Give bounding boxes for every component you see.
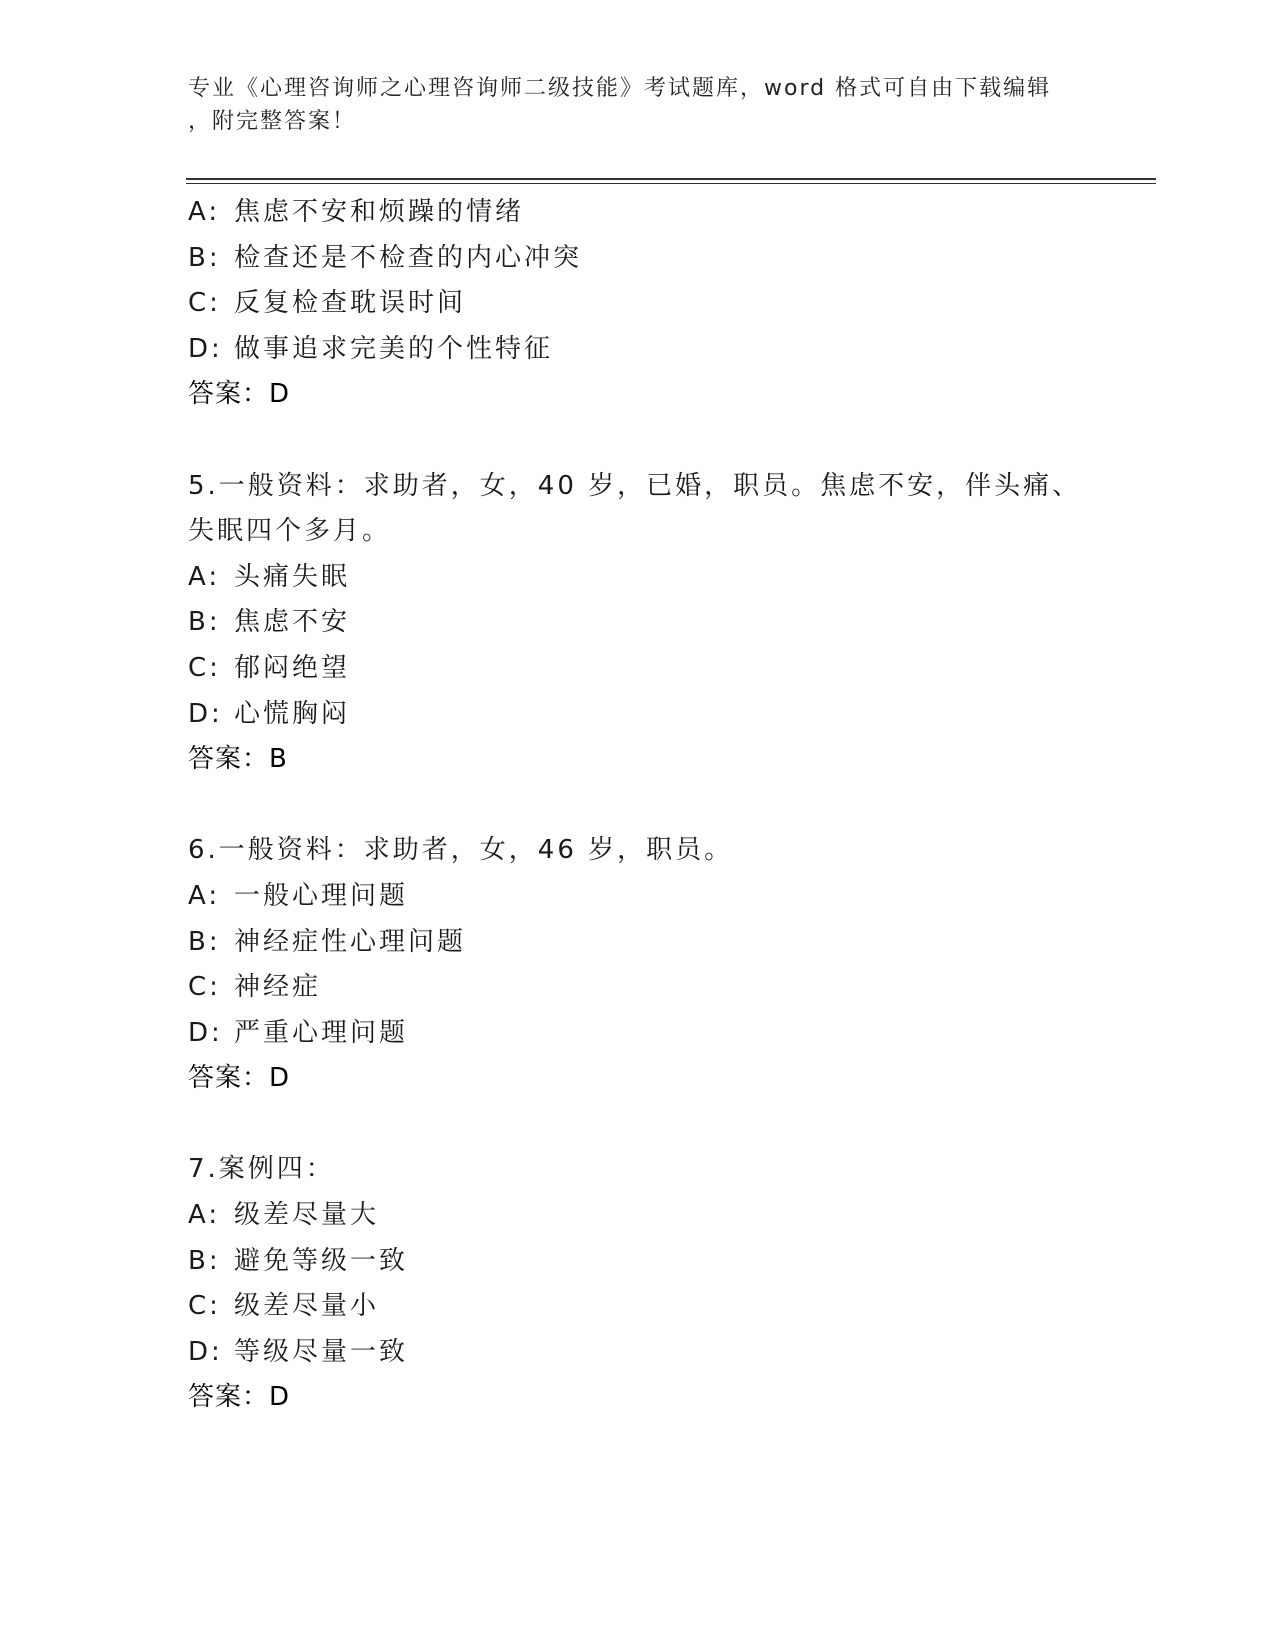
option-text: 避免等级一致	[234, 1245, 409, 1276]
option-c	[188, 646, 1088, 692]
option-key: A:	[188, 561, 221, 592]
option-a	[188, 1193, 1088, 1239]
header-line-1: 专业《心理咨询师之心理咨询师二级技能》考试题库，word 格式可自由下载编辑	[188, 76, 1052, 101]
option-key: D:	[188, 333, 223, 364]
option-a	[188, 874, 1088, 920]
option-b	[188, 1239, 1088, 1285]
option-key: D:	[188, 698, 223, 729]
option-text: 检查还是不检查的内心冲突	[234, 242, 583, 273]
option-c	[188, 281, 1088, 327]
option-key: D:	[188, 1336, 223, 1367]
spacer	[188, 1102, 1088, 1148]
option-text: 焦虑不安和烦躁的情绪	[234, 197, 525, 227]
question-list	[188, 190, 1088, 1421]
option-key: A:	[188, 197, 221, 227]
option-text: 神经症性心理问题	[234, 926, 467, 957]
option-key: B:	[188, 242, 221, 273]
option-text: 等级尽量一致	[234, 1336, 409, 1367]
option-key: B:	[188, 607, 221, 638]
option-text: 严重心理问题	[234, 1017, 409, 1048]
answer-line: 答案：D	[188, 1063, 291, 1094]
option-text: 头痛失眠	[234, 561, 351, 592]
header-divider-thin	[186, 183, 1156, 184]
option-d	[188, 1330, 1088, 1376]
option-d	[188, 327, 1088, 373]
option-text: 焦虑不安	[234, 607, 351, 638]
question-stem: 7.案例四：	[188, 1154, 335, 1185]
option-c	[188, 965, 1088, 1011]
header-divider-thick	[186, 178, 1156, 180]
option-key: B:	[188, 1245, 221, 1276]
option-key: B:	[188, 926, 221, 957]
option-key: C:	[188, 972, 221, 1003]
option-text: 级差尽量大	[234, 1200, 380, 1231]
option-key: C:	[188, 288, 221, 319]
option-key: D:	[188, 1017, 223, 1048]
question-7	[188, 1147, 1088, 1421]
question-stem: 5.一般资料：求助者，女，40 岁，已婚，职员。焦虑不安，伴头痛、	[188, 470, 1082, 501]
option-d	[188, 692, 1088, 738]
question-5	[188, 464, 1088, 783]
question-stem-continued: 失眠四个多月。	[188, 516, 392, 547]
answer-line: 答案：D	[188, 1382, 291, 1413]
option-c	[188, 1284, 1088, 1330]
option-d	[188, 1011, 1088, 1057]
option-text: 做事追求完美的个性特征	[234, 333, 554, 364]
option-key: C:	[188, 1291, 221, 1322]
question-4	[188, 190, 1088, 418]
question-stem: 6.一般资料：求助者，女，46 岁，职员。	[188, 835, 734, 866]
option-text: 级差尽量小	[234, 1291, 380, 1322]
option-a	[188, 555, 1088, 601]
answer-line: 答案：B	[188, 744, 288, 775]
option-text: 一般心理问题	[234, 880, 409, 911]
question-6	[188, 828, 1088, 1102]
spacer	[188, 783, 1088, 829]
option-text: 心慌胸闷	[234, 698, 351, 729]
option-text: 神经症	[234, 972, 322, 1003]
option-text: 反复检查耽误时间	[234, 288, 467, 319]
header-line-2: ，附完整答案！	[188, 109, 357, 134]
option-a	[188, 190, 1088, 236]
option-b	[188, 600, 1088, 646]
option-key: A:	[188, 1200, 221, 1231]
option-b	[188, 236, 1088, 282]
option-b	[188, 920, 1088, 966]
option-key: A:	[188, 880, 221, 911]
spacer	[188, 418, 1088, 464]
document-header	[188, 72, 1078, 138]
option-text: 郁闷绝望	[234, 652, 351, 683]
answer-line: 答案：D	[188, 379, 291, 410]
option-key: C:	[188, 652, 221, 683]
